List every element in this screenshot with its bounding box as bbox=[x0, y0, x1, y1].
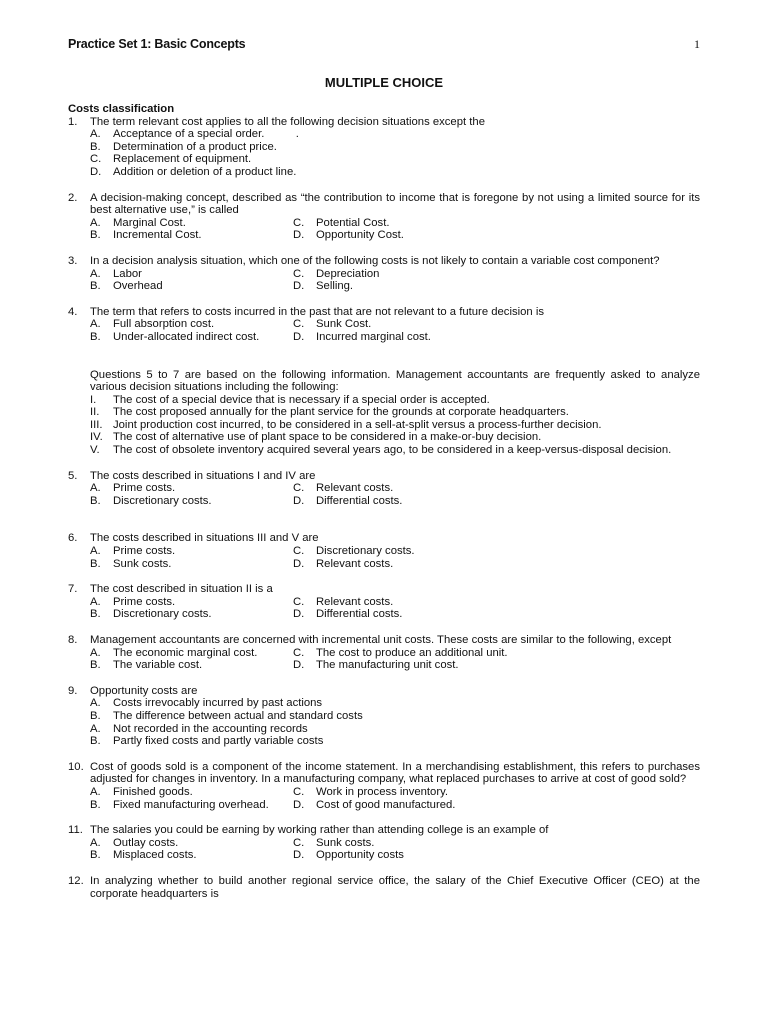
option-text: Full absorption cost. bbox=[113, 318, 215, 331]
option-letter: A. bbox=[90, 216, 101, 229]
option-text: Potential Cost. bbox=[316, 216, 390, 229]
option-text: Discretionary costs. bbox=[113, 494, 212, 507]
option-text: Sunk Cost. bbox=[316, 318, 372, 331]
option-letter: D. bbox=[293, 280, 305, 293]
option bbox=[90, 849, 293, 862]
question-stem: A decision-making concept, described as “the contribution to income that is foregone by not using a limited source for its best alternative use,” is called bbox=[90, 191, 700, 217]
option-letter: A. bbox=[90, 128, 101, 141]
option-text: Opportunity costs bbox=[316, 849, 404, 862]
option bbox=[90, 482, 293, 495]
option-list bbox=[90, 697, 700, 747]
option bbox=[293, 280, 700, 293]
option bbox=[90, 153, 700, 166]
situation-number: II. bbox=[90, 406, 100, 419]
option-text: The difference between actual and standard costs bbox=[113, 709, 363, 722]
option-letter: B. bbox=[90, 798, 101, 811]
option-letter: B. bbox=[90, 849, 101, 862]
option bbox=[293, 786, 700, 799]
option-text: Fixed manufacturing overhead. bbox=[113, 798, 269, 811]
option-letter: D. bbox=[293, 229, 305, 242]
option bbox=[90, 659, 293, 672]
option-text: Addition or deletion of a product line. bbox=[113, 165, 297, 178]
option bbox=[293, 558, 700, 571]
option-letter: A. bbox=[90, 267, 101, 280]
option-letter: D. bbox=[293, 798, 305, 811]
question-stem: Opportunity costs are bbox=[90, 684, 198, 697]
question-stem: In analyzing whether to build another regional service office, the salary of the Chief Executive Officer (CEO) at the corporate headquarters is bbox=[90, 874, 700, 900]
option bbox=[90, 608, 293, 621]
question-number: 5. bbox=[68, 469, 78, 482]
question-number: 10. bbox=[68, 760, 84, 773]
question-11 bbox=[68, 824, 700, 862]
option-letter: B. bbox=[90, 140, 101, 153]
option-text: Costs irrevocably incurred by past actions bbox=[113, 697, 323, 710]
option-letter: A. bbox=[90, 785, 101, 798]
option-letter: C. bbox=[293, 595, 305, 608]
option-text: Differential costs. bbox=[316, 494, 403, 507]
question-8 bbox=[68, 634, 700, 672]
option-list bbox=[90, 545, 700, 570]
option-text: Relevant costs. bbox=[316, 482, 394, 495]
option-letter: D. bbox=[90, 165, 102, 178]
situation-item bbox=[90, 444, 700, 457]
option-text: Discretionary costs. bbox=[113, 608, 212, 621]
option-letter: D. bbox=[293, 849, 305, 862]
option bbox=[90, 128, 700, 141]
option-letter: B. bbox=[90, 608, 101, 621]
option bbox=[293, 268, 700, 281]
option-letter: C. bbox=[293, 318, 305, 331]
option-text: The cost to produce an additional unit. bbox=[316, 646, 508, 659]
option-text: Overhead bbox=[113, 280, 163, 293]
option-letter: A. bbox=[90, 697, 101, 710]
question-2 bbox=[68, 192, 700, 242]
option-letter: C. bbox=[293, 216, 305, 229]
option-text: Under-allocated indirect cost. bbox=[113, 330, 260, 343]
option-text: Relevant costs. bbox=[316, 595, 394, 608]
option-letter: B. bbox=[90, 709, 101, 722]
option-text: Marginal Cost. bbox=[113, 216, 186, 229]
question-5 bbox=[68, 470, 700, 508]
option-text: Replacement of equipment. bbox=[113, 153, 252, 166]
option bbox=[90, 837, 293, 850]
option-text: Finished goods. bbox=[113, 785, 193, 798]
question-stem: The costs described in situations III and V are bbox=[90, 532, 319, 545]
option bbox=[293, 837, 700, 850]
main-title: MULTIPLE CHOICE bbox=[324, 75, 444, 90]
question-stem: In a decision analysis situation, which one of the following costs is not likely to contain a variable cost component? bbox=[90, 254, 660, 267]
question-stem: The salaries you could be earning by working rather than attending college is an example of bbox=[90, 824, 549, 837]
question-6 bbox=[68, 532, 700, 570]
option-text: Incremental Cost. bbox=[113, 229, 202, 242]
option-letter: B. bbox=[90, 557, 101, 570]
option bbox=[90, 495, 293, 508]
option-text: The variable cost. bbox=[113, 659, 203, 672]
option bbox=[90, 735, 700, 748]
option-list bbox=[90, 837, 700, 862]
option-letter: A. bbox=[90, 545, 101, 558]
option-text: The economic marginal cost. bbox=[113, 646, 258, 659]
option-text: Prime costs. bbox=[113, 545, 176, 558]
option-text: Outlay costs. bbox=[113, 836, 179, 849]
option bbox=[90, 710, 700, 723]
page-number: 1 bbox=[694, 37, 700, 51]
question-number: 4. bbox=[68, 305, 78, 318]
option bbox=[90, 318, 293, 331]
situation-number: V. bbox=[90, 444, 100, 457]
option-letter: A. bbox=[90, 722, 101, 735]
option-text: Sunk costs. bbox=[113, 557, 172, 570]
option bbox=[293, 659, 700, 672]
question-stem: The term that refers to costs incurred in the past that are not relevant to a future decision is bbox=[90, 305, 544, 318]
question-stem: Management accountants are concerned with incremental unit costs. These costs are similar to the following, except bbox=[90, 634, 672, 646]
question-number: 7. bbox=[68, 583, 78, 596]
option-list bbox=[90, 647, 700, 672]
option-list bbox=[90, 268, 700, 293]
question-9 bbox=[68, 685, 700, 748]
option-text: Cost of good manufactured. bbox=[316, 798, 456, 811]
question-number: 11. bbox=[68, 824, 83, 837]
option bbox=[90, 280, 293, 293]
situation-text: The cost proposed annually for the plant service for the grounds at corporate headquarters. bbox=[113, 406, 569, 419]
question-1 bbox=[68, 116, 700, 179]
situation-item bbox=[90, 406, 700, 419]
option bbox=[90, 166, 700, 179]
option-list bbox=[90, 596, 700, 621]
situation-item bbox=[90, 394, 700, 407]
option bbox=[293, 596, 700, 609]
option-letter: A. bbox=[90, 595, 101, 608]
option-letter: C. bbox=[90, 153, 102, 166]
info-intro: Questions 5 to 7 are based on the following information. Management accountants are frequently asked to analyze various decision situations including the following: bbox=[90, 368, 700, 394]
option-text: Not recorded in the accounting records bbox=[113, 722, 308, 735]
option-text: Misplaced costs. bbox=[113, 849, 197, 862]
option-letter: B. bbox=[90, 735, 101, 748]
option bbox=[293, 647, 700, 660]
option bbox=[293, 849, 700, 862]
situation-text: The cost of a special device that is necessary if a special order is accepted. bbox=[113, 393, 490, 406]
option bbox=[90, 647, 293, 660]
option-text: Work in process inventory. bbox=[316, 785, 449, 798]
option bbox=[90, 723, 700, 736]
question-number: 12. bbox=[68, 874, 84, 887]
option bbox=[293, 229, 700, 242]
option-letter: A. bbox=[90, 482, 101, 495]
option bbox=[293, 217, 700, 230]
question-stem: The term relevant cost applies to all the following decision situations except the bbox=[90, 115, 485, 128]
option-letter: A. bbox=[90, 836, 101, 849]
option-text: Acceptance of a special order. . bbox=[113, 128, 299, 141]
option-list bbox=[90, 482, 700, 507]
question-3 bbox=[68, 255, 700, 293]
option-list bbox=[90, 128, 700, 178]
option-letter: C. bbox=[293, 646, 305, 659]
option bbox=[293, 495, 700, 508]
option-list bbox=[90, 318, 700, 343]
option-text: Incurred marginal cost. bbox=[316, 330, 431, 343]
option bbox=[293, 331, 700, 344]
option bbox=[293, 608, 700, 621]
option-letter: C. bbox=[293, 545, 305, 558]
situation-item bbox=[90, 419, 700, 432]
option-list bbox=[90, 217, 700, 242]
option bbox=[90, 545, 293, 558]
question-stem: Cost of goods sold is a component of the income statement. In a merchandising establishment, this refers to purchases adjusted for changes in inventory. In a manufacturing company, what replaced purchases to arrive at cost of good sold? bbox=[90, 760, 700, 786]
option-text: The manufacturing unit cost. bbox=[316, 659, 459, 672]
option bbox=[90, 558, 293, 571]
option-text: Prime costs. bbox=[113, 595, 176, 608]
situation-item bbox=[90, 431, 700, 444]
situation-number: I. bbox=[90, 393, 97, 406]
option-letter: C. bbox=[293, 482, 305, 495]
header-title: Practice Set 1: Basic Concepts bbox=[68, 37, 246, 51]
option-letter: B. bbox=[90, 659, 101, 672]
option bbox=[293, 799, 700, 812]
option-letter: C. bbox=[293, 267, 305, 280]
option-text: Opportunity Cost. bbox=[316, 229, 404, 242]
option-letter: B. bbox=[90, 280, 101, 293]
question-10 bbox=[68, 761, 700, 811]
option bbox=[90, 596, 293, 609]
question-number: 2. bbox=[68, 191, 78, 204]
option-text: Labor bbox=[113, 267, 142, 280]
option bbox=[90, 697, 700, 710]
question-7 bbox=[68, 583, 700, 621]
option-list bbox=[90, 786, 700, 811]
situation-number: III. bbox=[90, 418, 103, 431]
option-letter: B. bbox=[90, 229, 101, 242]
option bbox=[90, 331, 293, 344]
question-number: 3. bbox=[68, 254, 78, 267]
option bbox=[293, 318, 700, 331]
option bbox=[90, 268, 293, 281]
option-letter: D. bbox=[293, 557, 305, 570]
option-letter: D. bbox=[293, 608, 305, 621]
option bbox=[90, 217, 293, 230]
question-number: 6. bbox=[68, 532, 78, 545]
situation-text: The cost of alternative use of plant space to be considered in a make-or-buy decision. bbox=[113, 431, 542, 444]
option-letter: D. bbox=[293, 330, 305, 343]
question-number: 1. bbox=[68, 115, 78, 128]
option bbox=[90, 786, 293, 799]
question-number: 8. bbox=[68, 634, 78, 646]
question-number: 9. bbox=[68, 684, 78, 697]
option-text: Selling. bbox=[316, 280, 354, 293]
option-text: Discretionary costs. bbox=[316, 545, 415, 558]
option-text: Prime costs. bbox=[113, 482, 176, 495]
option-letter: C. bbox=[293, 836, 305, 849]
situation-text: Joint production cost incurred, to be considered in a sell-at-split versus a process-further decision. bbox=[113, 418, 602, 431]
question-stem: The cost described in situation II is a bbox=[90, 583, 273, 596]
content bbox=[68, 103, 700, 900]
option bbox=[90, 799, 293, 812]
option-text: Depreciation bbox=[316, 267, 380, 280]
question-stem: The costs described in situations I and IV are bbox=[90, 469, 316, 482]
option bbox=[293, 482, 700, 495]
question-12 bbox=[68, 875, 700, 900]
option-letter: A. bbox=[90, 646, 101, 659]
situation-number: IV. bbox=[90, 431, 103, 444]
option-letter: A. bbox=[90, 318, 101, 331]
section-title: Costs classification bbox=[68, 103, 175, 115]
option-letter: B. bbox=[90, 330, 101, 343]
option-text: Sunk costs. bbox=[316, 836, 375, 849]
option bbox=[90, 141, 700, 154]
option-letter: D. bbox=[293, 494, 305, 507]
info-block bbox=[68, 369, 700, 457]
option-text: Relevant costs. bbox=[316, 557, 394, 570]
option bbox=[90, 229, 293, 242]
option-letter: D. bbox=[293, 659, 305, 672]
option-text: Determination of a product price. bbox=[113, 140, 277, 153]
option-text: Differential costs. bbox=[316, 608, 403, 621]
situation-text: The cost of obsolete inventory acquired several years ago, to be considered in a keep-versus-disposal decision. bbox=[113, 444, 672, 457]
question-4 bbox=[68, 306, 700, 344]
option-letter: C. bbox=[293, 785, 305, 798]
option-letter: B. bbox=[90, 494, 101, 507]
option bbox=[293, 545, 700, 558]
option-text: Partly fixed costs and partly variable costs bbox=[113, 735, 324, 748]
